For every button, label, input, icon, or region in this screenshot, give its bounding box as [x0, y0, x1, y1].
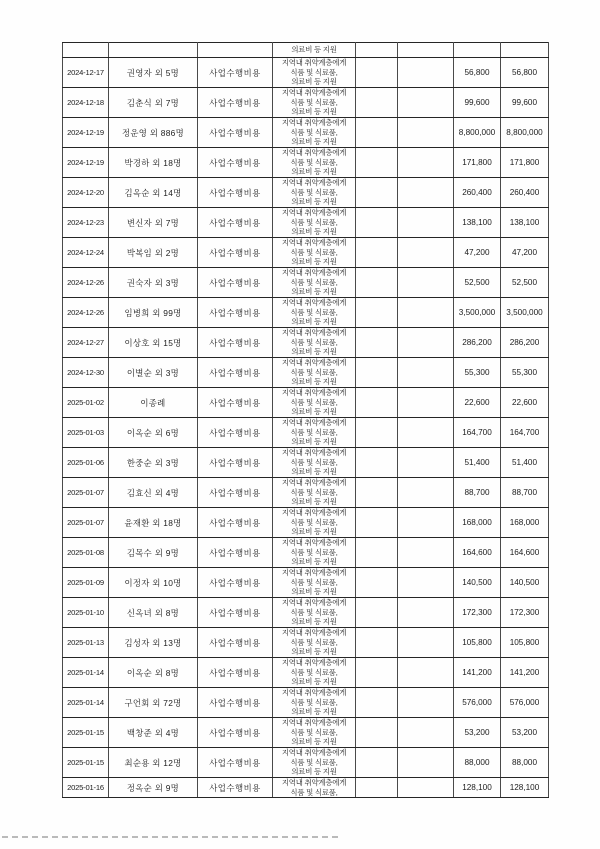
cell-recipient-name: 박복임 외 2명 — [109, 238, 198, 268]
cell-recipient-name: 이상호 외 15명 — [109, 328, 198, 358]
cell-date: 2024-12-20 — [63, 178, 109, 208]
table-row — [63, 598, 549, 628]
cell-date — [63, 43, 109, 58]
cell-amount-2: 171,800 — [501, 148, 549, 178]
cell-recipient-name: 신옥녀 외 8명 — [109, 598, 198, 628]
cell-empty-1 — [356, 688, 398, 718]
cell-description: 지역내 취약계층에게 식품 및 식료품, 의료비 등 지원 — [273, 88, 356, 118]
ledger-table — [62, 42, 549, 798]
cell-description: 지역내 취약계층에게 식품 및 식료품, 의료비 등 지원 — [273, 298, 356, 328]
cell-description: 지역내 취약계층에게 식품 및 식료품, 의료비 등 지원 — [273, 658, 356, 688]
cell-empty-1 — [356, 508, 398, 538]
cell-amount-2: 3,500,000 — [501, 298, 549, 328]
cell-amount-1: 164,700 — [454, 418, 501, 448]
cell-description: 지역내 취약계층에게 식품 및 식료품, 의료비 등 지원 — [273, 238, 356, 268]
cell-amount-2: 105,800 — [501, 628, 549, 658]
cell-description: 지역내 취약계층에게 식품 및 식료품, 의료비 등 지원 — [273, 148, 356, 178]
cell-empty-2 — [398, 208, 454, 238]
cell-date: 2024-12-19 — [63, 148, 109, 178]
cell-expense-category: 사업수행비용 — [198, 508, 273, 538]
cell-recipient-name: 김옥순 외 14명 — [109, 178, 198, 208]
cell-expense-category: 사업수행비용 — [198, 208, 273, 238]
cell-amount-2: 164,700 — [501, 418, 549, 448]
cell-empty-2 — [398, 778, 454, 798]
cell-date: 2024-12-17 — [63, 58, 109, 88]
table-row — [63, 358, 549, 388]
cell-description: 지역내 취약계층에게 식품 및 식료품, 의료비 등 지원 — [273, 748, 356, 778]
cell-description: 의료비 등 지원 — [273, 43, 356, 58]
cell-recipient-name: 박경하 외 18명 — [109, 148, 198, 178]
table-row — [63, 748, 549, 778]
cell-description: 지역내 취약계층에게 식품 및 식료품, 의료비 등 지원 — [273, 448, 356, 478]
cell-empty-1 — [356, 58, 398, 88]
cell-amount-2: 260,400 — [501, 178, 549, 208]
cell-empty-1 — [356, 448, 398, 478]
cell-recipient-name: 이별순 외 3명 — [109, 358, 198, 388]
cell-empty-1 — [356, 328, 398, 358]
cell-expense-category: 사업수행비용 — [198, 568, 273, 598]
cell-empty-2 — [398, 478, 454, 508]
cell-recipient-name: 김목수 외 9명 — [109, 538, 198, 568]
cell-date: 2025-01-14 — [63, 688, 109, 718]
cell-amount-2 — [501, 43, 549, 58]
cell-amount-1: 8,800,000 — [454, 118, 501, 148]
cell-expense-category — [198, 43, 273, 58]
cell-recipient-name: 이정자 외 10명 — [109, 568, 198, 598]
table-row — [63, 328, 549, 358]
cell-amount-1: 168,000 — [454, 508, 501, 538]
cell-date: 2025-01-13 — [63, 628, 109, 658]
cell-amount-1: 3,500,000 — [454, 298, 501, 328]
table-row — [63, 418, 549, 448]
cell-empty-2 — [398, 328, 454, 358]
table-row — [63, 538, 549, 568]
table-row — [63, 88, 549, 118]
cell-empty-1 — [356, 418, 398, 448]
cell-expense-category: 사업수행비용 — [198, 268, 273, 298]
cell-expense-category: 사업수행비용 — [198, 148, 273, 178]
cell-amount-1 — [454, 43, 501, 58]
cell-amount-2: 53,200 — [501, 718, 549, 748]
table-row — [63, 478, 549, 508]
cell-date: 2024-12-18 — [63, 88, 109, 118]
cell-description: 지역내 취약계층에게 식품 및 식료품, 의료비 등 지원 — [273, 118, 356, 148]
cell-description: 지역내 취약계층에게 식품 및 식료품, 의료비 등 지원 — [273, 718, 356, 748]
cell-expense-category: 사업수행비용 — [198, 88, 273, 118]
cell-empty-1 — [356, 598, 398, 628]
cell-date: 2024-12-27 — [63, 328, 109, 358]
cell-empty-1 — [356, 358, 398, 388]
cell-date: 2025-01-14 — [63, 658, 109, 688]
cell-expense-category: 사업수행비용 — [198, 118, 273, 148]
cell-amount-1: 51,400 — [454, 448, 501, 478]
cell-empty-2 — [398, 508, 454, 538]
cell-empty-1 — [356, 298, 398, 328]
cell-expense-category: 사업수행비용 — [198, 718, 273, 748]
cell-description: 지역내 취약계층에게 식품 및 식료품, 의료비 등 지원 — [273, 688, 356, 718]
cell-recipient-name: 정운영 외 886명 — [109, 118, 198, 148]
cell-amount-2: 168,000 — [501, 508, 549, 538]
cell-expense-category: 사업수행비용 — [198, 328, 273, 358]
cell-description: 지역내 취약계층에게 식품 및 식료품, 의료비 등 지원 — [273, 568, 356, 598]
cell-description: 지역내 취약계층에게 식품 및 식료품, 의료비 등 지원 — [273, 58, 356, 88]
cell-empty-2 — [398, 418, 454, 448]
cell-empty-2 — [398, 538, 454, 568]
table-row — [63, 718, 549, 748]
cell-recipient-name: 최순용 외 12명 — [109, 748, 198, 778]
cell-empty-2 — [398, 658, 454, 688]
cell-amount-2: 51,400 — [501, 448, 549, 478]
cell-empty-2 — [398, 628, 454, 658]
cell-amount-1: 22,600 — [454, 388, 501, 418]
cell-recipient-name: 백창준 외 4명 — [109, 718, 198, 748]
cell-amount-1: 286,200 — [454, 328, 501, 358]
cell-description: 지역내 취약계층에게 식품 및 식료품, 의료비 등 지원 — [273, 598, 356, 628]
cell-empty-2 — [398, 598, 454, 628]
cell-description: 지역내 취약계층에게 식품 및 식료품, 의료비 등 지원 — [273, 538, 356, 568]
cell-expense-category: 사업수행비용 — [198, 418, 273, 448]
cell-empty-1 — [356, 478, 398, 508]
cell-date: 2025-01-09 — [63, 568, 109, 598]
cell-date: 2024-12-19 — [63, 118, 109, 148]
cell-empty-2 — [398, 718, 454, 748]
cell-date: 2024-12-23 — [63, 208, 109, 238]
cell-empty-2 — [398, 238, 454, 268]
cell-date: 2024-12-30 — [63, 358, 109, 388]
cell-expense-category: 사업수행비용 — [198, 538, 273, 568]
table-row — [63, 238, 549, 268]
cell-date: 2024-12-26 — [63, 298, 109, 328]
cell-amount-1: 52,500 — [454, 268, 501, 298]
cell-recipient-name: 권숙자 외 3명 — [109, 268, 198, 298]
cell-date: 2024-12-26 — [63, 268, 109, 298]
table-row — [63, 208, 549, 238]
cell-description: 지역내 취약계층에게 식품 및 식료품, 의료비 등 지원 — [273, 328, 356, 358]
cell-amount-2: 56,800 — [501, 58, 549, 88]
cell-amount-2: 88,700 — [501, 478, 549, 508]
cell-recipient-name: 변신자 외 7명 — [109, 208, 198, 238]
cell-description: 지역내 취약계층에게 식품 및 식료품, 의료비 등 지원 — [273, 418, 356, 448]
cell-date: 2025-01-02 — [63, 388, 109, 418]
cell-recipient-name: 권영자 외 5명 — [109, 58, 198, 88]
table-row — [63, 298, 549, 328]
table-row — [63, 388, 549, 418]
cell-expense-category: 사업수행비용 — [198, 658, 273, 688]
cell-expense-category: 사업수행비용 — [198, 58, 273, 88]
cell-empty-2 — [398, 58, 454, 88]
cell-empty-2 — [398, 298, 454, 328]
cell-amount-1: 99,600 — [454, 88, 501, 118]
cell-description: 지역내 취약계층에게 식품 및 식료품, 의료비 등 지원 — [273, 508, 356, 538]
cell-expense-category: 사업수행비용 — [198, 778, 273, 798]
cell-empty-1 — [356, 388, 398, 418]
cell-expense-category: 사업수행비용 — [198, 178, 273, 208]
cell-description: 지역내 취약계층에게 식품 및 식료품, 의료비 등 지원 — [273, 208, 356, 238]
cell-empty-2 — [398, 448, 454, 478]
cell-empty-2 — [398, 358, 454, 388]
cell-description: 지역내 취약계층에게 식품 및 식료품, 의료비 등 지원 — [273, 268, 356, 298]
cell-amount-1: 47,200 — [454, 238, 501, 268]
cell-description: 지역내 취약계층에게 식품 및 식료품, 의료비 등 지원 — [273, 358, 356, 388]
table-row — [63, 148, 549, 178]
cell-empty-2 — [398, 388, 454, 418]
cell-expense-category: 사업수행비용 — [198, 478, 273, 508]
cell-amount-2: 138,100 — [501, 208, 549, 238]
cell-date: 2025-01-08 — [63, 538, 109, 568]
cell-amount-2: 55,300 — [501, 358, 549, 388]
cell-description: 지역내 취약계층에게 식품 및 식료품, — [273, 778, 356, 798]
cell-empty-2 — [398, 43, 454, 58]
cell-description: 지역내 취약계층에게 식품 및 식료품, 의료비 등 지원 — [273, 628, 356, 658]
cell-empty-2 — [398, 568, 454, 598]
cell-expense-category: 사업수행비용 — [198, 298, 273, 328]
cell-amount-2: 99,600 — [501, 88, 549, 118]
cell-empty-2 — [398, 688, 454, 718]
cell-expense-category: 사업수행비용 — [198, 628, 273, 658]
cell-recipient-name: 이옥순 외 6명 — [109, 418, 198, 448]
cell-date: 2025-01-16 — [63, 778, 109, 798]
cell-empty-1 — [356, 568, 398, 598]
scan-artifact-line — [2, 836, 338, 838]
cell-date: 2025-01-15 — [63, 718, 109, 748]
cell-recipient-name: 김춘식 외 7명 — [109, 88, 198, 118]
cell-empty-1 — [356, 88, 398, 118]
table-row — [63, 628, 549, 658]
cell-recipient-name: 윤재환 외 18명 — [109, 508, 198, 538]
table-row — [63, 58, 549, 88]
cell-date: 2025-01-10 — [63, 598, 109, 628]
cell-empty-1 — [356, 718, 398, 748]
cell-amount-1: 55,300 — [454, 358, 501, 388]
cell-recipient-name: 임병희 외 99명 — [109, 298, 198, 328]
cell-expense-category: 사업수행비용 — [198, 598, 273, 628]
cell-recipient-name: 구언회 외 72명 — [109, 688, 198, 718]
cell-amount-1: 260,400 — [454, 178, 501, 208]
cell-empty-2 — [398, 748, 454, 778]
cell-expense-category: 사업수행비용 — [198, 448, 273, 478]
cell-empty-2 — [398, 178, 454, 208]
cell-amount-2: 164,600 — [501, 538, 549, 568]
cell-empty-2 — [398, 118, 454, 148]
cell-date: 2025-01-03 — [63, 418, 109, 448]
cell-amount-2: 47,200 — [501, 238, 549, 268]
cell-expense-category: 사업수행비용 — [198, 688, 273, 718]
cell-empty-1 — [356, 148, 398, 178]
cell-date: 2025-01-15 — [63, 748, 109, 778]
cell-recipient-name — [109, 43, 198, 58]
table-row — [63, 43, 549, 58]
cell-amount-1: 164,600 — [454, 538, 501, 568]
cell-amount-1: 576,000 — [454, 688, 501, 718]
cell-date: 2025-01-07 — [63, 478, 109, 508]
cell-recipient-name: 이종례 — [109, 388, 198, 418]
cell-amount-2: 22,600 — [501, 388, 549, 418]
cell-amount-1: 128,100 — [454, 778, 501, 798]
cell-date: 2024-12-24 — [63, 238, 109, 268]
cell-empty-1 — [356, 118, 398, 148]
table-row — [63, 448, 549, 478]
cell-expense-category: 사업수행비용 — [198, 358, 273, 388]
table-row — [63, 688, 549, 718]
cell-date: 2025-01-06 — [63, 448, 109, 478]
cell-amount-1: 88,700 — [454, 478, 501, 508]
cell-amount-1: 56,800 — [454, 58, 501, 88]
cell-expense-category: 사업수행비용 — [198, 748, 273, 778]
cell-amount-1: 138,100 — [454, 208, 501, 238]
cell-empty-1 — [356, 43, 398, 58]
cell-recipient-name: 정옥순 외 9명 — [109, 778, 198, 798]
cell-amount-1: 88,000 — [454, 748, 501, 778]
cell-empty-1 — [356, 268, 398, 298]
cell-description: 지역내 취약계층에게 식품 및 식료품, 의료비 등 지원 — [273, 388, 356, 418]
cell-amount-1: 140,500 — [454, 568, 501, 598]
cell-description: 지역내 취약계층에게 식품 및 식료품, 의료비 등 지원 — [273, 178, 356, 208]
cell-empty-2 — [398, 148, 454, 178]
cell-amount-2: 172,300 — [501, 598, 549, 628]
cell-amount-2: 141,200 — [501, 658, 549, 688]
cell-empty-1 — [356, 778, 398, 798]
cell-amount-2: 52,500 — [501, 268, 549, 298]
table-row — [63, 568, 549, 598]
table-row — [63, 778, 549, 798]
cell-recipient-name: 한중순 외 3명 — [109, 448, 198, 478]
cell-amount-1: 141,200 — [454, 658, 501, 688]
table-row — [63, 508, 549, 538]
cell-description: 지역내 취약계층에게 식품 및 식료품, 의료비 등 지원 — [273, 478, 356, 508]
cell-amount-1: 53,200 — [454, 718, 501, 748]
cell-amount-2: 128,100 — [501, 778, 549, 798]
cell-amount-2: 576,000 — [501, 688, 549, 718]
table-row — [63, 658, 549, 688]
table-row — [63, 268, 549, 298]
table-row — [63, 178, 549, 208]
cell-amount-2: 88,000 — [501, 748, 549, 778]
cell-recipient-name: 김효신 외 4명 — [109, 478, 198, 508]
table-row — [63, 118, 549, 148]
cell-date: 2025-01-07 — [63, 508, 109, 538]
cell-empty-1 — [356, 628, 398, 658]
cell-amount-1: 172,300 — [454, 598, 501, 628]
cell-empty-1 — [356, 538, 398, 568]
cell-amount-2: 140,500 — [501, 568, 549, 598]
cell-empty-1 — [356, 748, 398, 778]
cell-expense-category: 사업수행비용 — [198, 238, 273, 268]
cell-empty-1 — [356, 208, 398, 238]
cell-recipient-name: 이옥순 외 8명 — [109, 658, 198, 688]
cell-amount-2: 286,200 — [501, 328, 549, 358]
cell-recipient-name: 김성자 외 13명 — [109, 628, 198, 658]
ledger-table-body — [63, 43, 549, 798]
cell-amount-1: 171,800 — [454, 148, 501, 178]
cell-empty-2 — [398, 88, 454, 118]
cell-empty-1 — [356, 238, 398, 268]
cell-empty-1 — [356, 658, 398, 688]
cell-amount-2: 8,800,000 — [501, 118, 549, 148]
cell-empty-2 — [398, 268, 454, 298]
cell-amount-1: 105,800 — [454, 628, 501, 658]
cell-expense-category: 사업수행비용 — [198, 388, 273, 418]
cell-empty-1 — [356, 178, 398, 208]
